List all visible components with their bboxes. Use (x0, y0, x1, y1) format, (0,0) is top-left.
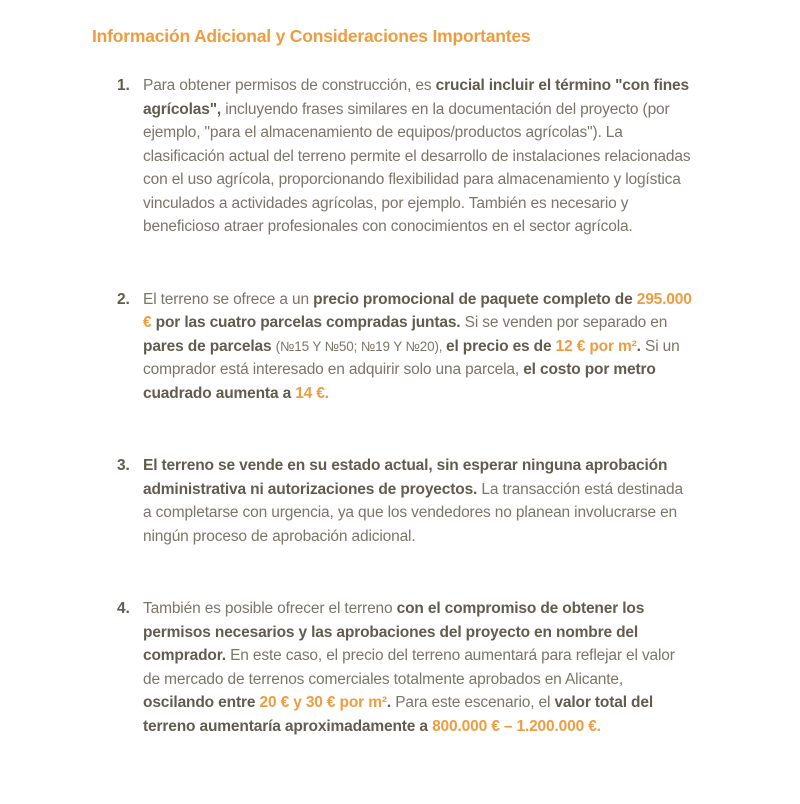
text-segment: incluyendo frases similares en la documentación del proyecto (por ejemplo, "para el almacenamiento de equipos/productos agrícolas"). La clasificación actual del terreno permite el desarrollo de instalaciones relacionadas con el uso agrícola, proporcionando flexibilidad para almacenamiento y logística vinculados a actividades agrícolas, por ejemplo. También es necesario y beneficioso atraer profesionales con conocimientos en el sector agrícola. (143, 100, 691, 235)
text-segment: El terreno se ofrece a un (143, 290, 314, 308)
text-segment: valor total del terreno aumentaría aproximadamente a (143, 694, 653, 735)
text-segment: el precio es de (446, 337, 556, 355)
list-item (117, 74, 700, 239)
text-segment: (№15 Y №50; №19 Y №20), (275, 338, 447, 354)
text-segment: 12 € por m² (555, 337, 637, 355)
list-item-number: 4. (117, 600, 130, 617)
text-segment: 14 €. (295, 384, 329, 402)
text-segment: Si un comprador está interesado en adquirir solo una parcela, (143, 337, 680, 378)
text-segment: También es posible ofrecer el terreno (143, 600, 397, 617)
text-segment: . (386, 694, 396, 711)
page-title: Información Adicional y Consideraciones Importantes (92, 26, 531, 46)
text-segment: pares de parcelas (143, 337, 276, 355)
text-segment: por las cuatro parcelas compradas juntas. (155, 314, 465, 331)
list-item (117, 454, 700, 548)
text-segment: oscilando entre (143, 694, 260, 711)
text-segment: crucial incluir el término "con fines agrícolas", (143, 77, 689, 118)
text-segment: En este caso, el precio del terreno aumentará para reflejar el valor de mercado de terrenos comerciales totalmente aprobados en Alicante, (143, 647, 675, 688)
text-segment: 295.000 € (143, 290, 692, 331)
text-segment: Para obtener permisos de construcción, es (143, 77, 436, 94)
text-segment: Si se venden por separado en (464, 314, 668, 331)
text-segment: 800.000 € – 1.200.000 €. (432, 717, 601, 735)
list-item-number: 1. (117, 77, 130, 94)
list-item-text (143, 288, 693, 406)
text-segment: La transacción está destinada a completarse con urgencia, ya que los vendedores no planean involucrarse en ningún proceso de aprobación adicional. (143, 480, 683, 545)
text-segment: El terreno se vende en su estado actual, sin esperar ninguna aprobación administrativa ni autorizaciones de proyectos. (143, 457, 668, 498)
list-item-text (143, 454, 693, 548)
list-item-text (143, 597, 693, 738)
list-item (117, 288, 700, 406)
list-item-number: 2. (117, 290, 130, 308)
text-segment: . (636, 337, 645, 355)
text-segment: el costo por metro cuadrado aumenta a (143, 361, 656, 402)
text-segment: con el compromiso de obtener los permisos necesarios y las aprobaciones del proyecto en nombre del comprador. (143, 600, 645, 664)
list-item-number: 3. (117, 457, 130, 474)
list-item-text (143, 74, 693, 239)
considerations-list (117, 74, 700, 738)
text-segment: Para este escenario, el (395, 694, 555, 711)
text-segment: 20 € y 30 € por m² (259, 694, 387, 711)
text-segment: precio promocional de paquete completo de (313, 290, 637, 308)
list-item (117, 597, 700, 738)
